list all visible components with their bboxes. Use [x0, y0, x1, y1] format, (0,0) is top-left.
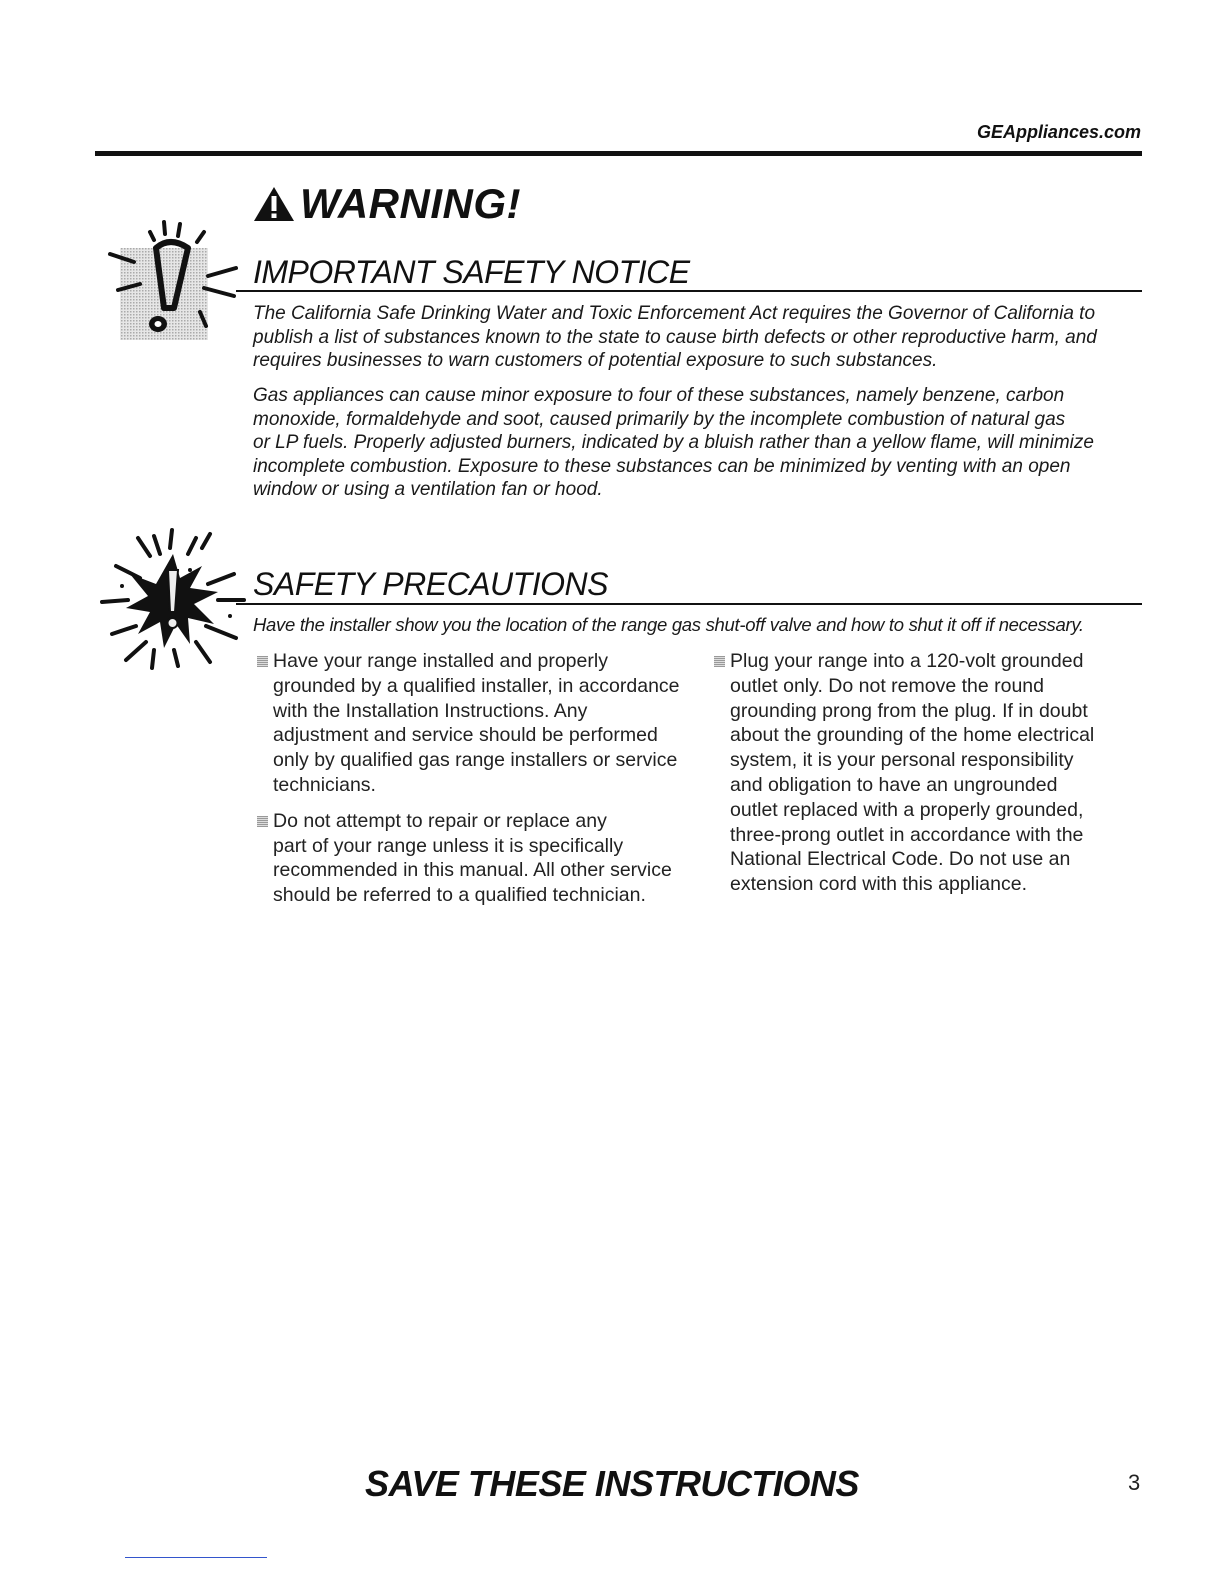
- bottom-link-line: [125, 1557, 267, 1558]
- notice-rule: [236, 290, 1142, 292]
- notice-paragraph-1: The California Safe Drinking Water and Toxic Enforcement Act requires the Governor of California to publish a list of substances known to the state to cause birth defects or other reproductive harm, and requires businesses to warn customers of potential exposure to such substances.: [253, 303, 1097, 371]
- notice-paragraph-2: Gas appliances can cause minor exposure to four of these substances, namely benzene, carbon monoxide, formaldehyde and soot, caused primarily by the incomplete combustion of natural gas or LP fuels. Properly adjusted burners, indicated by a bluish rather than a yellow flame, will minimize incomplete combustion. Exposure to these substances can be minimized by venting with an open window or using a ventilation fan or hood.: [253, 385, 1094, 500]
- precautions-right-column: [713, 649, 1148, 908]
- warning-title: WARNING!: [300, 180, 521, 227]
- precautions-intro: Have the installer show you the location of the range gas shut-off valve and how to shut it off if necessary.: [253, 614, 1084, 635]
- exclamation-burst-icon: [98, 526, 248, 674]
- precautions-left-column: [256, 649, 691, 919]
- bullet-square-icon: [257, 816, 268, 827]
- warning-heading: [252, 180, 521, 228]
- exclamation-notice-icon: [100, 218, 240, 346]
- list-item: Have your range installed and properly grounded by a qualified installer, in accordance with the Installation Instructions. Any adjustment and service should be performed only by qualified gas range installers or service technicians.: [256, 649, 691, 798]
- header-rule: [95, 151, 1142, 156]
- notice-title: IMPORTANT SAFETY NOTICE: [253, 254, 690, 290]
- list-item: Do not attempt to repair or replace any part of your range unless it is specifically recommended in this manual. All other service should be referred to a qualified technician.: [256, 809, 691, 908]
- save-instructions-footer: SAVE THESE INSTRUCTIONS: [365, 1463, 859, 1504]
- bullet-square-icon: [257, 656, 268, 667]
- list-item: Plug your range into a 120-volt grounded outlet only. Do not remove the round grounding prong from the plug. If in doubt about the grounding of the home electrical system, it is your personal responsibility and obligation to have an ungrounded outlet replaced with a properly grounded, three-prong outlet in accordance with the National Electrical Code. Do not use an extension cord with this appliance.: [713, 649, 1148, 897]
- precautions-title: SAFETY PRECAUTIONS: [253, 566, 608, 602]
- bullet-square-icon: [714, 656, 725, 667]
- page-number: 3: [1128, 1470, 1141, 1495]
- site-url: GEAppliances.com: [976, 122, 1141, 142]
- warning-triangle-icon: [252, 185, 296, 223]
- precautions-rule: [236, 603, 1142, 605]
